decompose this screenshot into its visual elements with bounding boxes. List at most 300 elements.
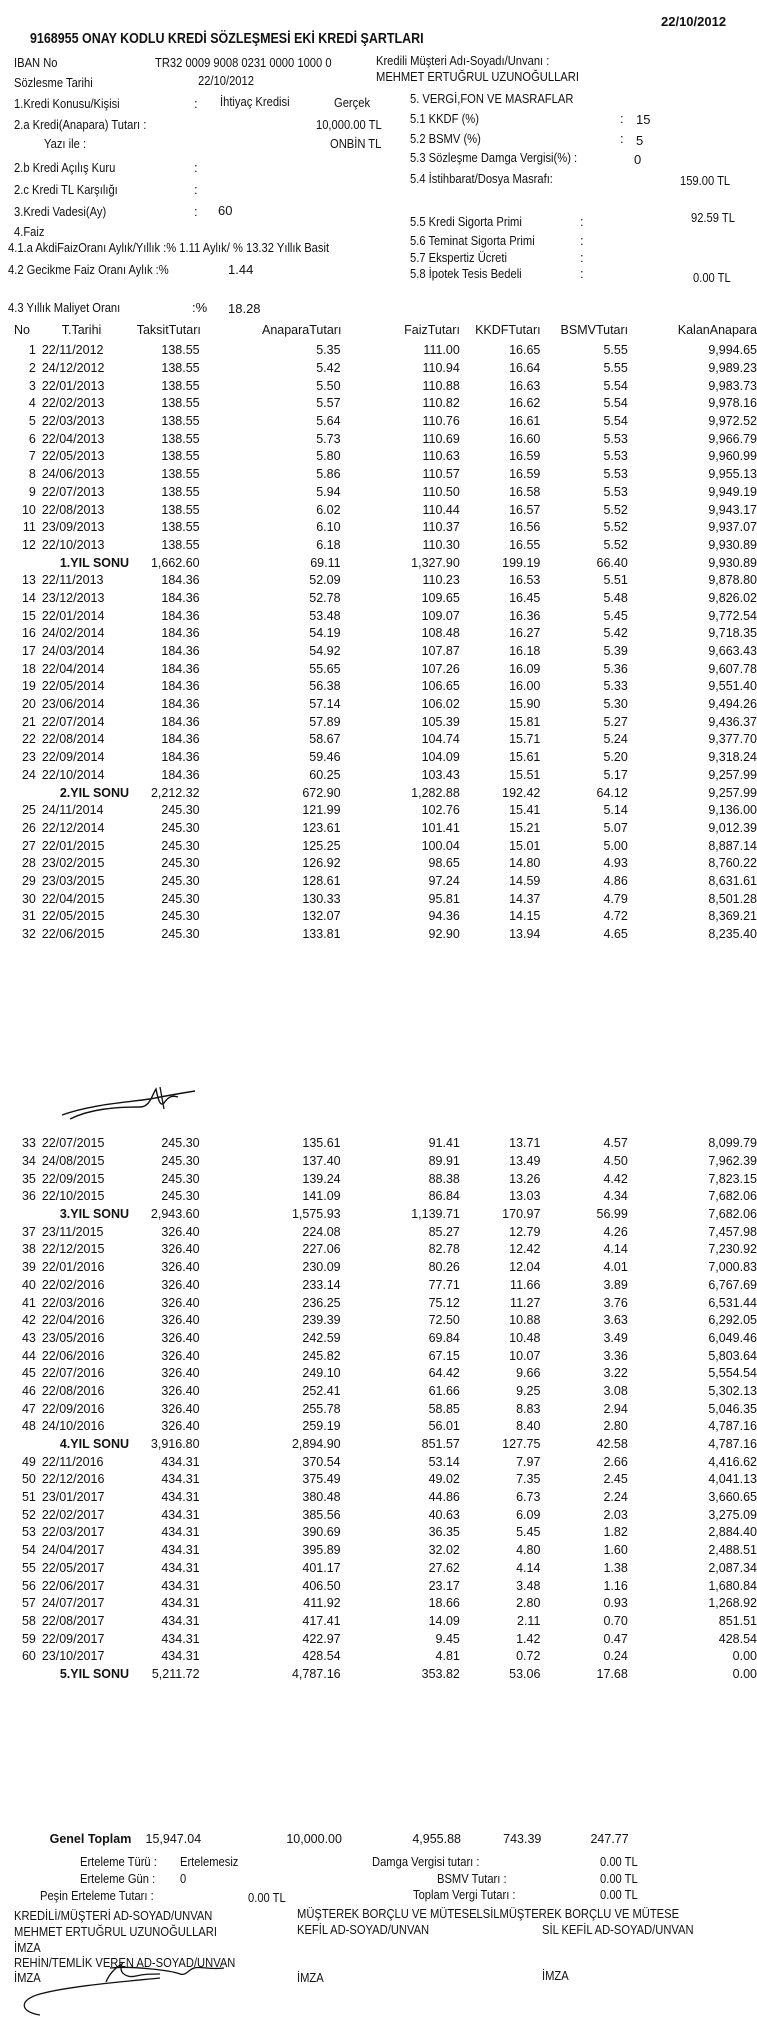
row-bsmv: 4.01 (603, 1260, 628, 1275)
row-remaining: 6,531.44 (708, 1295, 757, 1310)
row-no: 53 (21, 1525, 36, 1540)
row-bsmv: 2.03 (603, 1507, 628, 1522)
row-remaining: 9,983.73 (708, 378, 757, 393)
row-principal: 233.14 (302, 1277, 341, 1292)
row-date: 23/02/2015 (41, 856, 105, 871)
row-date: 23/10/2017 (41, 1649, 105, 1664)
pledger-sign-label: İMZA (14, 1970, 41, 1985)
row-principal: 401.17 (302, 1560, 341, 1575)
row-bsmv: 5.39 (603, 644, 628, 659)
row-bsmv: 3.08 (603, 1383, 628, 1398)
row-kkdf: 16.65 (509, 343, 541, 358)
row-remaining: 9,318.24 (708, 750, 757, 765)
row-remaining: 9,978.16 (708, 396, 757, 411)
row-installment: 245.30 (161, 873, 200, 888)
row-no: 58 (21, 1613, 36, 1628)
row-interest: 103.43 (421, 767, 460, 782)
table-row (8, 713, 757, 731)
row-date: 22/04/2014 (41, 661, 105, 676)
table-row (8, 696, 757, 714)
table-row (8, 1400, 757, 1418)
row-interest: 88.38 (428, 1171, 460, 1186)
table-row (8, 926, 757, 944)
row-interest: 98.65 (428, 856, 460, 871)
stamp-tax-value: 0.00 TL (600, 1854, 638, 1869)
table-row (8, 342, 757, 360)
row-no: 2 (28, 361, 36, 376)
row-installment: 5,211.72 (151, 1666, 200, 1681)
row-remaining: 9,663.43 (708, 644, 757, 659)
row-kkdf: 12.04 (509, 1260, 541, 1275)
table-row (8, 1524, 757, 1542)
row-installment: 245.30 (161, 927, 200, 942)
row-principal: 5.35 (316, 343, 341, 358)
customer-label: Kredili Müşteri Adı-Soyadı/Unvanı : (376, 53, 550, 68)
row-bsmv: 5.53 (603, 431, 628, 446)
row-installment: 184.36 (161, 661, 200, 676)
row-interest: 32.02 (428, 1543, 460, 1558)
row-kkdf: 5.45 (516, 1525, 541, 1540)
table-row (8, 1471, 757, 1489)
table-row (8, 484, 757, 502)
table-row (8, 1542, 757, 1560)
row-bsmv: 5.53 (603, 449, 628, 464)
row-installment: 245.30 (161, 1171, 200, 1186)
annual-cost-value: 18.28 (228, 301, 261, 316)
row-kkdf: 16.09 (509, 661, 541, 676)
row-remaining: 9,377.70 (708, 732, 757, 747)
table-row (8, 1630, 757, 1648)
row-interest: 108.48 (421, 626, 460, 641)
row-bsmv: 0.70 (603, 1613, 628, 1628)
row-bsmv: 4.57 (603, 1136, 628, 1151)
table-row (8, 1259, 757, 1277)
row-principal: 245.82 (302, 1348, 341, 1363)
early-days-value: 0 (180, 1871, 187, 1886)
row-no: 9 (28, 484, 36, 499)
row-bsmv: 5.54 (603, 378, 628, 393)
stamp-label: 5.3 Sözleşme Damga Vergisi(%) : (410, 150, 578, 165)
row-installment: 138.55 (161, 520, 200, 535)
row-principal: 137.40 (302, 1154, 341, 1169)
table-row (8, 1560, 757, 1578)
row-installment: 434.31 (161, 1472, 200, 1487)
row-interest: 94.36 (428, 909, 460, 924)
grand-total-bsmv: 247.77 (590, 1832, 629, 1847)
row-principal: 385.56 (302, 1507, 341, 1522)
row-principal: 227.06 (302, 1242, 341, 1257)
row-bsmv: 4.14 (603, 1242, 628, 1257)
table-row (8, 1365, 757, 1383)
row-installment: 2,212.32 (150, 785, 200, 800)
table-row (8, 1330, 757, 1348)
row-bsmv: 2.66 (603, 1454, 628, 1469)
row-date: 22/03/2017 (41, 1525, 105, 1540)
row-principal: 242.59 (302, 1330, 341, 1345)
row-no: 36 (21, 1189, 36, 1204)
row-bsmv: 5.55 (603, 361, 628, 376)
row-principal: 135.61 (302, 1136, 341, 1151)
table-row (8, 749, 757, 767)
row-no: 20 (21, 697, 36, 712)
row-principal: 69.11 (310, 555, 341, 570)
row-bsmv: 5.52 (603, 502, 628, 517)
row-interest: 101.41 (421, 820, 460, 835)
row-no: 5 (28, 414, 36, 429)
row-date: 24/08/2015 (41, 1154, 105, 1169)
row-bsmv: 56.99 (596, 1207, 628, 1222)
row-installment: 434.31 (161, 1649, 200, 1664)
row-no: 28 (21, 856, 36, 871)
row-bsmv: 2.94 (603, 1401, 628, 1416)
row-remaining: 5,554.54 (708, 1366, 757, 1381)
row-principal: 5.42 (316, 361, 341, 376)
amount-words-label: Yazı ile : (44, 136, 87, 151)
row-installment: 245.30 (161, 838, 200, 853)
coborrower-title: MÜŞTEREK BORÇLU VE MÜTESELSİLMÜŞTEREK BORÇLU VE MÜTESE (297, 1906, 680, 1921)
row-bsmv: 4.42 (603, 1171, 628, 1186)
row-kkdf: 2.11 (517, 1613, 541, 1628)
row-kkdf: 9.66 (516, 1366, 541, 1381)
row-principal: 249.10 (302, 1366, 341, 1381)
row-kkdf: 11.66 (510, 1277, 541, 1292)
contract-date-value: 22/10/2012 (198, 73, 254, 88)
row-date: 22/01/2015 (41, 838, 105, 853)
expertise-label: 5.7 Ekspertiz Ücreti (410, 250, 507, 265)
row-installment: 245.30 (161, 820, 200, 835)
row-principal: 406.50 (302, 1578, 341, 1593)
schedule-table-part1 (8, 342, 757, 943)
bsmv-amount-value: 0.00 TL (600, 1871, 638, 1886)
row-kkdf: 16.55 (509, 537, 541, 552)
col-header-interest: FaizTutarı (404, 323, 460, 338)
grand-total-installment: 15,947.04 (145, 1832, 202, 1847)
row-installment: 326.40 (161, 1295, 200, 1310)
row-date: 22/07/2015 (41, 1136, 105, 1151)
row-installment: 138.55 (161, 414, 200, 429)
row-interest: 1,282.88 (411, 785, 460, 800)
row-interest: 18.66 (428, 1596, 460, 1611)
row-installment: 184.36 (161, 573, 200, 588)
advance-label: Peşin Erteleme Tutarı : (40, 1888, 154, 1903)
table-row (8, 537, 757, 555)
row-remaining: 9,972.52 (708, 414, 757, 429)
row-date: 22/11/2012 (41, 343, 104, 358)
row-bsmv: 5.53 (603, 484, 628, 499)
row-no: 31 (21, 909, 36, 924)
pledger-title: REHİN/TEMLİK VEREN AD-SOYAD/UNVAN (14, 1955, 236, 1970)
row-no: 24 (21, 767, 36, 782)
row-bsmv: 4.93 (603, 856, 628, 871)
row-date: 22/08/2014 (41, 732, 105, 747)
row-no: 56 (21, 1578, 36, 1593)
row-remaining: 8,235.40 (708, 927, 757, 942)
row-kkdf: 15.90 (509, 697, 541, 712)
row-installment: 434.31 (161, 1560, 200, 1575)
row-remaining: 9,955.13 (708, 467, 757, 482)
row-installment: 326.40 (161, 1260, 200, 1275)
row-installment: 434.31 (161, 1578, 200, 1593)
row-no: 52 (21, 1507, 36, 1522)
row-interest: 9.45 (435, 1631, 460, 1646)
row-remaining: 7,682.06 (708, 1207, 757, 1222)
row-no (8, 784, 40, 802)
row-bsmv: 1.16 (603, 1578, 628, 1593)
row-date: 22/06/2015 (41, 927, 105, 942)
row-date: 22/12/2016 (41, 1472, 105, 1487)
row-installment: 138.55 (161, 361, 200, 376)
row-bsmv: 5.27 (603, 714, 628, 729)
row-interest: 64.42 (428, 1366, 460, 1381)
row-no: 6 (28, 431, 36, 446)
col-header-bsmv: BSMVTutarı (560, 323, 629, 338)
row-installment: 245.30 (161, 1154, 200, 1169)
row-principal: 60.25 (309, 767, 341, 782)
grand-total-principal: 10,000.00 (286, 1832, 342, 1847)
row-date: 22/07/2013 (41, 484, 105, 499)
row-bsmv: 3.22 (603, 1366, 628, 1381)
annual-cost-pct: :% (192, 300, 208, 315)
row-kkdf: 16.00 (509, 679, 541, 694)
table-row (8, 360, 757, 378)
row-bsmv: 5.51 (603, 573, 628, 588)
table-row (8, 873, 757, 891)
row-remaining: 9,494.26 (708, 697, 757, 712)
row-date: 23/03/2015 (41, 873, 105, 888)
row-kkdf: 7.35 (516, 1472, 541, 1487)
row-kkdf: 16.59 (509, 449, 541, 464)
row-interest: 53.14 (428, 1454, 460, 1469)
row-interest: 58.85 (428, 1401, 460, 1416)
mortgage-value: 0.00 TL (693, 270, 731, 285)
row-bsmv: 5.52 (603, 520, 628, 535)
term-value: 60 (218, 203, 233, 218)
row-interest: 104.09 (421, 750, 460, 765)
row-kkdf: 16.61 (509, 414, 541, 429)
table-row (8, 590, 757, 608)
row-kkdf: 12.79 (509, 1224, 541, 1239)
table-row (8, 908, 757, 926)
row-bsmv: 5.53 (603, 467, 628, 482)
row-no: 38 (21, 1242, 36, 1257)
col-header-installment: TaksitTutarı (136, 323, 201, 338)
amount-label: 2.a Kredi(Anapara) Tutarı : (14, 117, 147, 132)
row-kkdf: 199.19 (502, 555, 541, 570)
table-row (8, 643, 757, 661)
row-bsmv: 4.79 (603, 891, 628, 906)
row-date: 22/10/2014 (41, 767, 105, 782)
row-remaining: 8,099.79 (708, 1136, 757, 1151)
row-date: 22/09/2016 (41, 1401, 105, 1416)
borrower-title: KREDİLİ/MÜŞTERİ AD-SOYAD/UNVAN (14, 1908, 213, 1923)
row-installment: 184.36 (161, 750, 200, 765)
row-remaining: 8,887.14 (708, 838, 757, 853)
row-installment: 245.30 (161, 856, 200, 871)
table-row (8, 802, 757, 820)
row-kkdf: 10.48 (509, 1330, 541, 1345)
row-principal: 5.86 (316, 467, 341, 482)
table-row (8, 1648, 757, 1666)
kkdf-label: 5.1 KKDF (%) (410, 111, 479, 126)
total-tax-value: 0.00 TL (600, 1887, 638, 1902)
row-kkdf: 15.21 (509, 820, 541, 835)
row-principal: 6.02 (316, 502, 341, 517)
row-remaining: 6,767.69 (708, 1277, 757, 1292)
term-label: 3.Kredi Vadesi(Ay) (14, 204, 107, 219)
row-remaining: 9,949.19 (708, 484, 757, 499)
row-remaining: 2,488.51 (708, 1543, 757, 1558)
row-remaining: 4,787.16 (708, 1419, 757, 1434)
row-interest: 105.39 (421, 714, 460, 729)
row-remaining: 7,230.92 (708, 1242, 757, 1257)
row-no (8, 1436, 40, 1454)
row-no: 41 (21, 1295, 36, 1310)
row-interest: 67.15 (428, 1348, 460, 1363)
document-date: 22/10/2012 (661, 14, 727, 29)
row-interest: 110.23 (422, 573, 460, 588)
row-bsmv: 0.47 (603, 1631, 628, 1646)
row-kkdf: 9.25 (516, 1383, 541, 1398)
iban-value: TR32 0009 9008 0231 0000 1000 0 (155, 55, 332, 70)
row-installment: 138.55 (161, 343, 200, 358)
coborrower-sign2: İMZA (542, 1968, 569, 1983)
default-rate-value: 1.44 (228, 262, 254, 277)
row-date: 22/10/2013 (41, 537, 105, 552)
row-date: 22/08/2017 (41, 1613, 105, 1628)
row-date: 24/11/2014 (41, 803, 104, 818)
row-principal: 56.38 (309, 679, 341, 694)
bsmv-value: 5 (636, 133, 644, 148)
row-date: 23/12/2013 (41, 590, 105, 605)
row-principal: 2,894.90 (291, 1437, 341, 1452)
row-remaining: 7,682.06 (708, 1189, 757, 1204)
stamp-value: 0 (634, 152, 642, 167)
row-installment: 326.40 (161, 1401, 200, 1416)
row-installment: 326.40 (161, 1366, 200, 1381)
row-kkdf: 12.42 (509, 1242, 541, 1257)
table-row (8, 1170, 757, 1188)
advance-value: 0.00 TL (248, 1890, 286, 1905)
row-kkdf: 15.41 (509, 803, 541, 818)
amount-words-value: ONBİN TL (330, 136, 382, 151)
row-interest: 110.76 (422, 414, 460, 429)
row-principal: 52.09 (309, 573, 341, 588)
row-no: 34 (21, 1154, 36, 1169)
row-kkdf: 16.45 (509, 590, 541, 605)
row-kkdf: 13.49 (509, 1154, 541, 1169)
row-bsmv: 5.20 (603, 750, 628, 765)
row-remaining: 8,631.61 (708, 873, 757, 888)
row-no: 29 (21, 873, 36, 888)
row-remaining: 0.00 (732, 1666, 757, 1681)
row-remaining: 4,041.13 (708, 1472, 757, 1487)
row-bsmv: 5.55 (603, 343, 628, 358)
row-principal: 375.49 (302, 1472, 341, 1487)
row-remaining: 2,087.34 (708, 1560, 757, 1575)
row-kkdf: 8.83 (516, 1401, 541, 1416)
year-total-row (8, 1206, 757, 1224)
row-bsmv: 5.54 (603, 414, 628, 429)
row-kkdf: 16.64 (509, 361, 541, 376)
borrower-name: MEHMET ERTUĞRUL UZUNOĞULLARI (14, 1924, 217, 1939)
guarantee-label: 5.6 Teminat Sigorta Primi (410, 233, 535, 248)
row-interest: 109.07 (421, 608, 460, 623)
table-row (8, 377, 757, 395)
row-remaining: 4,416.62 (708, 1454, 757, 1469)
row-no: 59 (21, 1631, 36, 1646)
row-interest: 95.81 (428, 891, 460, 906)
row-interest: 72.50 (428, 1313, 460, 1328)
row-no: 21 (21, 714, 36, 729)
table-row (8, 1595, 757, 1613)
row-remaining: 2,884.40 (708, 1525, 757, 1540)
row-installment: 245.30 (161, 909, 200, 924)
signature-bottom (10, 1960, 240, 2018)
row-bsmv: 3.49 (603, 1330, 628, 1345)
row-bsmv: 5.54 (603, 396, 628, 411)
row-installment: 245.30 (161, 1189, 200, 1204)
row-interest: 110.44 (422, 502, 460, 517)
row-remaining: 1,680.84 (708, 1578, 757, 1593)
row-remaining: 9,930.89 (708, 555, 757, 570)
row-installment: 184.36 (161, 590, 200, 605)
annual-cost-label: 4.3 Yıllık Maliyet Oranı (8, 300, 121, 315)
table-row (8, 837, 757, 855)
grand-total-interest: 4,955.88 (412, 1832, 461, 1847)
col-header-date: T.Tarihi (61, 323, 102, 338)
row-bsmv: 2.24 (603, 1490, 628, 1505)
col-header-no: No (14, 323, 30, 338)
row-no: 40 (21, 1277, 36, 1292)
row-interest: 86.84 (428, 1189, 460, 1204)
row-interest: 110.69 (422, 431, 460, 446)
row-remaining: 7,457.98 (708, 1224, 757, 1239)
row-kkdf: 8.40 (516, 1419, 541, 1434)
row-date: 23/06/2014 (41, 697, 105, 712)
row-kkdf: 14.80 (509, 856, 541, 871)
open-rate-label: 2.b Kredi Açılış Kuru (14, 160, 116, 175)
row-installment: 138.55 (161, 431, 200, 446)
row-bsmv: 5.33 (603, 679, 628, 694)
table-row (8, 430, 757, 448)
row-principal: 55.65 (309, 661, 341, 676)
row-kkdf: 16.63 (509, 378, 541, 393)
row-installment: 138.55 (161, 467, 200, 482)
row-principal: 139.24 (302, 1171, 341, 1186)
row-no: 7 (28, 449, 36, 464)
row-date: 24/10/2016 (41, 1419, 105, 1434)
row-interest: 110.88 (422, 378, 460, 393)
row-bsmv: 64.12 (596, 785, 628, 800)
row-principal: 5.50 (316, 378, 341, 393)
row-principal: 141.09 (302, 1189, 341, 1204)
row-principal: 370.54 (302, 1454, 341, 1469)
row-date: 22/05/2014 (41, 679, 105, 694)
row-kkdf: 10.88 (509, 1313, 541, 1328)
table-row (8, 678, 757, 696)
early-type-label: Erteleme Türü : (80, 1854, 157, 1869)
row-remaining: 9,136.00 (708, 803, 757, 818)
row-kkdf: 14.15 (509, 909, 541, 924)
row-remaining: 7,000.83 (708, 1260, 757, 1275)
row-interest: 1,139.71 (411, 1207, 460, 1222)
row-interest: 1,327.90 (411, 555, 460, 570)
row-principal: 52.78 (309, 590, 341, 605)
row-installment: 326.40 (161, 1330, 200, 1345)
row-interest: 110.94 (422, 361, 460, 376)
row-principal: 236.25 (302, 1295, 341, 1310)
row-interest: 110.30 (422, 537, 460, 552)
